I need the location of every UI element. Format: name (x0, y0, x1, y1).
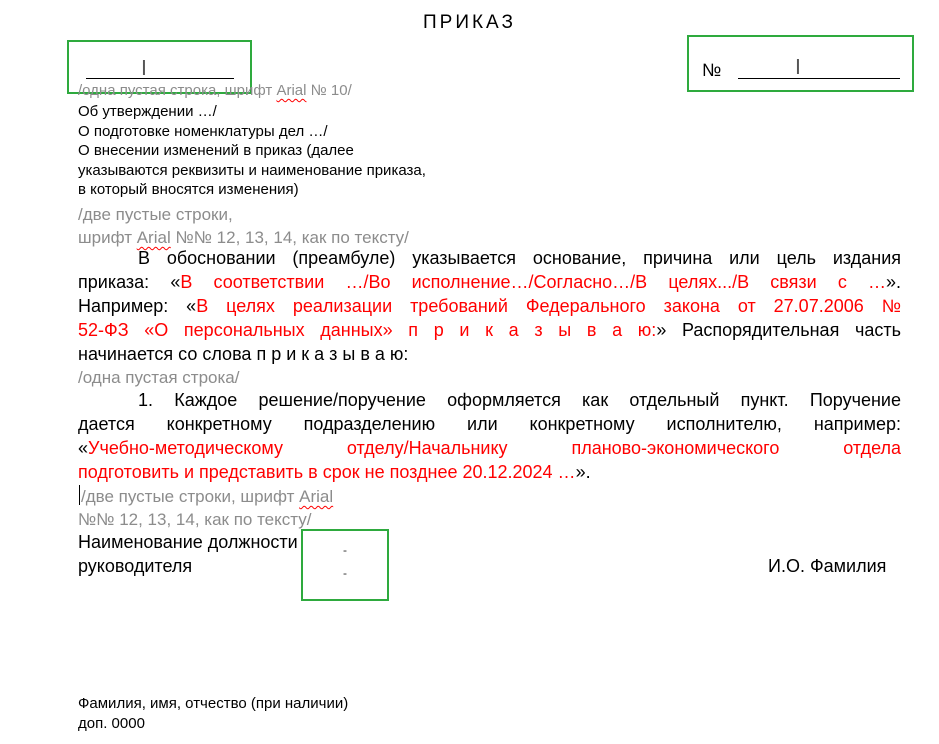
text-caret (79, 485, 80, 505)
number-label: № (702, 60, 722, 80)
item-line: 1. Каждое решение/поручение оформляется как отдельный пункт. Поручение (138, 390, 901, 410)
preamble-line: 52-ФЗ «О персональных данных» п р и к а з ы в а ю:» Распорядительная часть (78, 320, 901, 340)
executor-phone: доп. 0000 (78, 715, 145, 732)
preamble-line: начинается со слова п р и к а з ы в а ю: (78, 344, 409, 364)
subject-line: указываются реквизиты и наименование приказа, (78, 162, 426, 179)
signature-position: Наименование должности (78, 532, 298, 552)
subject-line: Об утверждении …/ (78, 103, 217, 120)
hint-two-lines-font: №№ 12, 13, 14, как по тексту/ (78, 510, 312, 529)
preamble-paragraph (78, 246, 901, 366)
hint-one-line: /одна пустая строка/ (78, 368, 240, 387)
signature-position: руководителя (78, 556, 193, 576)
preamble-line: В обосновании (преамбуле) указывается основание, причина или цель издания (138, 248, 901, 268)
instruction-text: Учебно-методическому отделу/Начальнику планово-экономического отдела (88, 438, 901, 458)
marker-dot: - (343, 543, 347, 557)
signature-name: И.О. Фамилия (768, 556, 887, 576)
item-line: дается конкретному подразделению или конкретному исполнителю, например: (78, 414, 901, 434)
hint-two-lines-font: шрифт Arial №№ 12, 13, 14, как по тексту/ (78, 228, 409, 247)
item-line: подготовить и представить в срок не позднее 20.12.2024 …». (78, 462, 591, 482)
subject-line: О внесении изменений в приказ (далее (78, 142, 354, 159)
hint-two-lines-font: /две пустые строки, шрифт Arial (81, 487, 334, 506)
text-cursor-icon: I (795, 55, 801, 79)
hint-one-line-font: /одна пустая строка, шрифт Arial № 10/ (78, 82, 352, 99)
preamble-line: приказа: «В соответствии …/Во исполнение…/Согласно…/В целях.../В связи с …». (78, 272, 901, 292)
subject-line: О подготовке номенклатуры дел …/ (78, 123, 328, 140)
signature-field-highlight[interactable] (301, 529, 389, 601)
preamble-line: Например: «В целях реализации требований Федерального закона от 27.07.2006 № (78, 296, 901, 316)
instruction-text: В целях реализации требований Федерального закона от 27.07.2006 № (196, 296, 901, 316)
hint-two-lines: /две пустые строки, (78, 205, 233, 224)
instruction-text: подготовить и представить в срок не позднее 20.12.2024 … (78, 462, 576, 482)
instruction-text: 52-ФЗ «О персональных данных» п р и к а з ы в а ю: (78, 320, 657, 340)
executor-name: Фамилия, имя, отчество (при наличии) (78, 695, 349, 712)
text-cursor-icon: I (141, 56, 147, 80)
date-field-line[interactable] (86, 78, 234, 79)
order-item-paragraph (78, 388, 901, 484)
subject-line: в который вносятся изменения) (78, 181, 299, 198)
marker-dot: - (343, 566, 347, 580)
item-line: «Учебно-методическому отделу/Начальнику планово-экономического отдела (78, 438, 901, 458)
instruction-text: В соответствии …/Во исполнение…/Согласно…/В целях.../В связи с … (180, 272, 886, 292)
number-field-line[interactable] (738, 78, 900, 79)
document-title: ПРИКАЗ (423, 12, 516, 33)
